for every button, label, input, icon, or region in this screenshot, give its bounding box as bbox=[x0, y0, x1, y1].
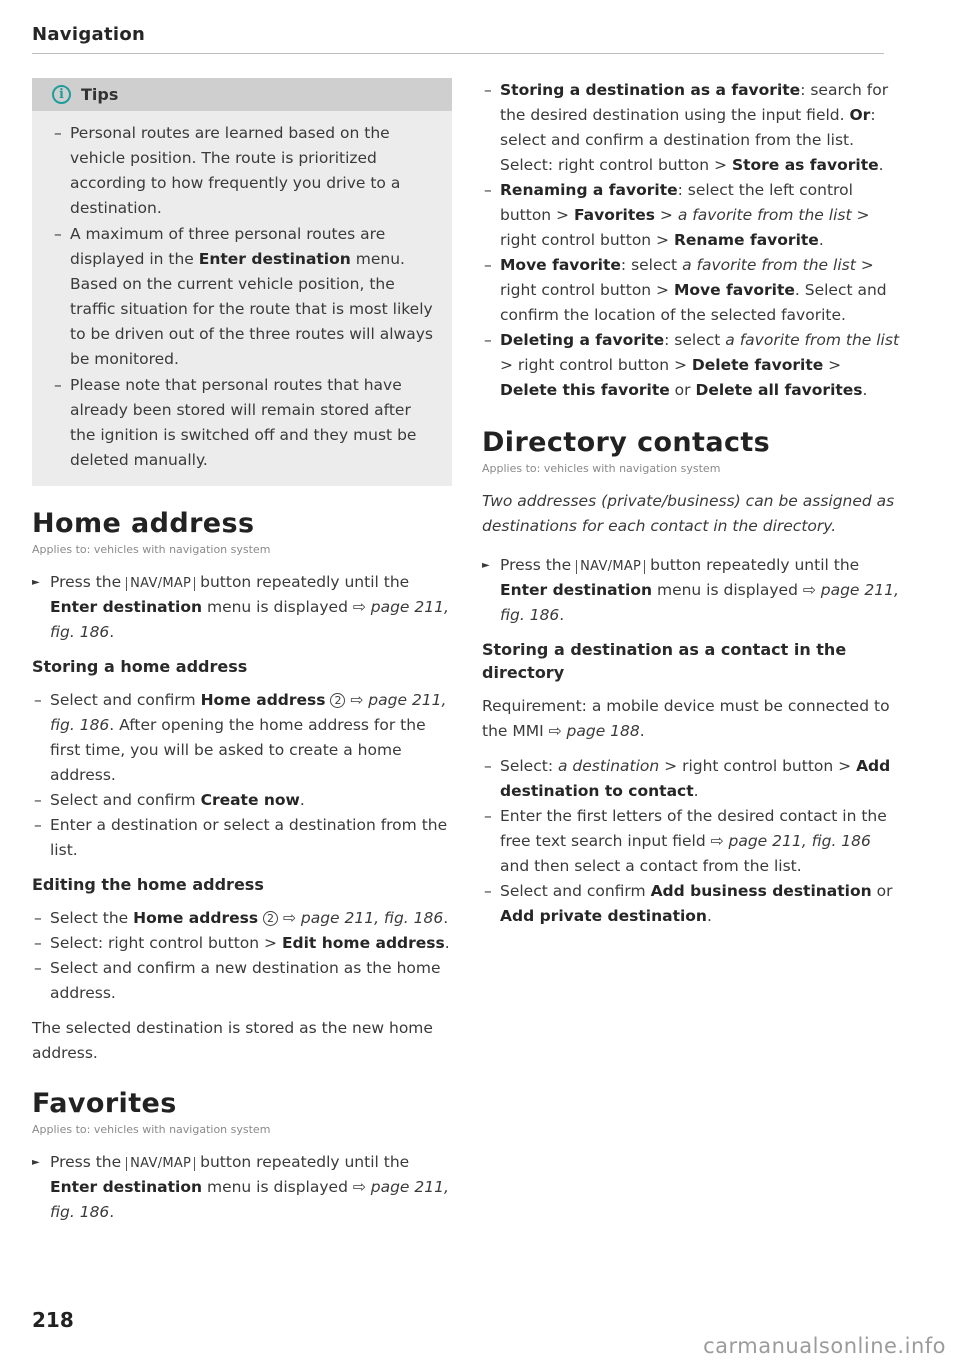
list-item: – Renaming a favorite: select the left control button > Favorites > a favorite from the list > right control button > Rename favorite. bbox=[482, 178, 902, 253]
tips-box bbox=[32, 78, 452, 486]
steps-list bbox=[32, 688, 452, 863]
list-item: – Select the Home address 2 ⇨ page 211, fig. 186. bbox=[32, 906, 452, 931]
page-reference: ⇨ page 188 bbox=[548, 722, 640, 740]
list-item: – Deleting a favorite: select a favorite from the list > right control button > Delete favorite > Delete this favorite or Delete all favorites. bbox=[482, 328, 902, 403]
tips-list bbox=[52, 121, 436, 473]
list-item: – Select and confirm a new destination as the home address. bbox=[32, 956, 452, 1006]
favorites-heading: Favorites bbox=[32, 1088, 177, 1119]
tips-item: – Personal routes are learned based on the vehicle position. The route is prioritized according to how frequently you drive to a destination. bbox=[52, 121, 436, 221]
steps-list bbox=[482, 754, 902, 929]
home-address-heading: Home address bbox=[32, 508, 255, 539]
callout-number: 2 bbox=[330, 693, 345, 708]
info-icon: i bbox=[52, 85, 71, 104]
list-item: – Enter the first letters of the desired contact in the free text search input field ⇨ page 211, fig. 186 and then select a contact from the list. bbox=[482, 804, 902, 879]
page-reference: ⇨ page 211, fig. 186 bbox=[50, 1178, 449, 1221]
favorites-list bbox=[482, 78, 902, 403]
list-item: – Enter a destination or select a destination from the list. bbox=[32, 813, 452, 863]
list-item: – Select and confirm Create now. bbox=[32, 788, 452, 813]
right-column bbox=[482, 78, 902, 929]
intro-text: Two addresses (private/business) can be assigned as destinations for each contact in the directory. bbox=[482, 492, 895, 535]
left-column bbox=[32, 78, 452, 1235]
applies-note: Applies to: vehicles with navigation system bbox=[32, 543, 271, 556]
page-number: 218 bbox=[32, 1308, 74, 1332]
tips-item: – A maximum of three personal routes are displayed in the Enter destination menu. Based on the current vehicle position, the traffic situation for the route that is most likely to be driven out of the three routes will always be monitored. bbox=[52, 222, 436, 372]
nav-map-button-label: NAV/MAP bbox=[576, 560, 645, 574]
nav-map-button-label: NAV/MAP bbox=[126, 1157, 195, 1171]
instruction-step: ► Press the NAV/MAP button repeatedly until the Enter destination menu is displayed ⇨ page 211, fig. 186. bbox=[32, 1150, 452, 1225]
instruction-step: ► Press the NAV/MAP button repeatedly until the Enter destination menu is displayed ⇨ page 211, fig. 186. bbox=[32, 570, 452, 645]
applies-note: Applies to: vehicles with navigation system bbox=[482, 462, 721, 475]
tips-header bbox=[32, 78, 452, 111]
page-reference: ⇨ page 211, fig. 186 bbox=[282, 909, 444, 927]
applies-note: Applies to: vehicles with navigation system bbox=[32, 1123, 271, 1136]
page-reference: ⇨ page 211, fig. 186 bbox=[710, 832, 871, 850]
requirement-text: Requirement: a mobile device must be connected to the MMI ⇨ page 188. bbox=[482, 697, 890, 740]
list-item: – Select and confirm Add business destination or Add private destination. bbox=[482, 879, 902, 929]
subheading: Editing the home address bbox=[32, 875, 264, 894]
subheading: Storing a home address bbox=[32, 657, 248, 676]
watermark: carmanualsonline.info bbox=[703, 1334, 946, 1358]
page-reference: ⇨ page 211, fig. 186 bbox=[50, 691, 447, 734]
list-item: – Select: right control button > Edit home address. bbox=[32, 931, 452, 956]
instruction-step: ► Press the NAV/MAP button repeatedly until the Enter destination menu is displayed ⇨ page 211, fig. 186. bbox=[482, 553, 902, 628]
tips-item: – Please note that personal routes that have already been stored will remain stored after the ignition is switched off and they must be deleted manually. bbox=[52, 373, 436, 473]
list-item: – Move favorite: select a favorite from the list > right control button > Move favorite. Select and confirm the location of the selected favorite. bbox=[482, 253, 902, 328]
section-header: Navigation bbox=[32, 24, 884, 54]
directory-contacts-heading: Directory contacts bbox=[482, 427, 771, 458]
callout-number: 2 bbox=[263, 911, 278, 926]
page-reference: ⇨ page 211, fig. 186 bbox=[500, 581, 899, 624]
list-item: – Storing a destination as a favorite: search for the desired destination using the input field. Or: select and confirm a destination from the list. Select: right control button > Store as favorite. bbox=[482, 78, 902, 178]
list-item: – Select and confirm Home address 2 ⇨ page 211, fig. 186. After opening the home address for the first time, you will be asked to create a home address. bbox=[32, 688, 452, 788]
page-reference: ⇨ page 211, fig. 186 bbox=[50, 598, 449, 641]
body-text: The selected destination is stored as the new home address. bbox=[32, 1019, 433, 1062]
subheading: Storing a destination as a contact in the directory bbox=[482, 640, 847, 682]
steps-list bbox=[32, 906, 452, 1006]
nav-map-button-label: NAV/MAP bbox=[126, 577, 195, 591]
list-item: – Select: a destination > right control button > Add destination to contact. bbox=[482, 754, 902, 804]
tips-title: Tips bbox=[81, 85, 119, 104]
